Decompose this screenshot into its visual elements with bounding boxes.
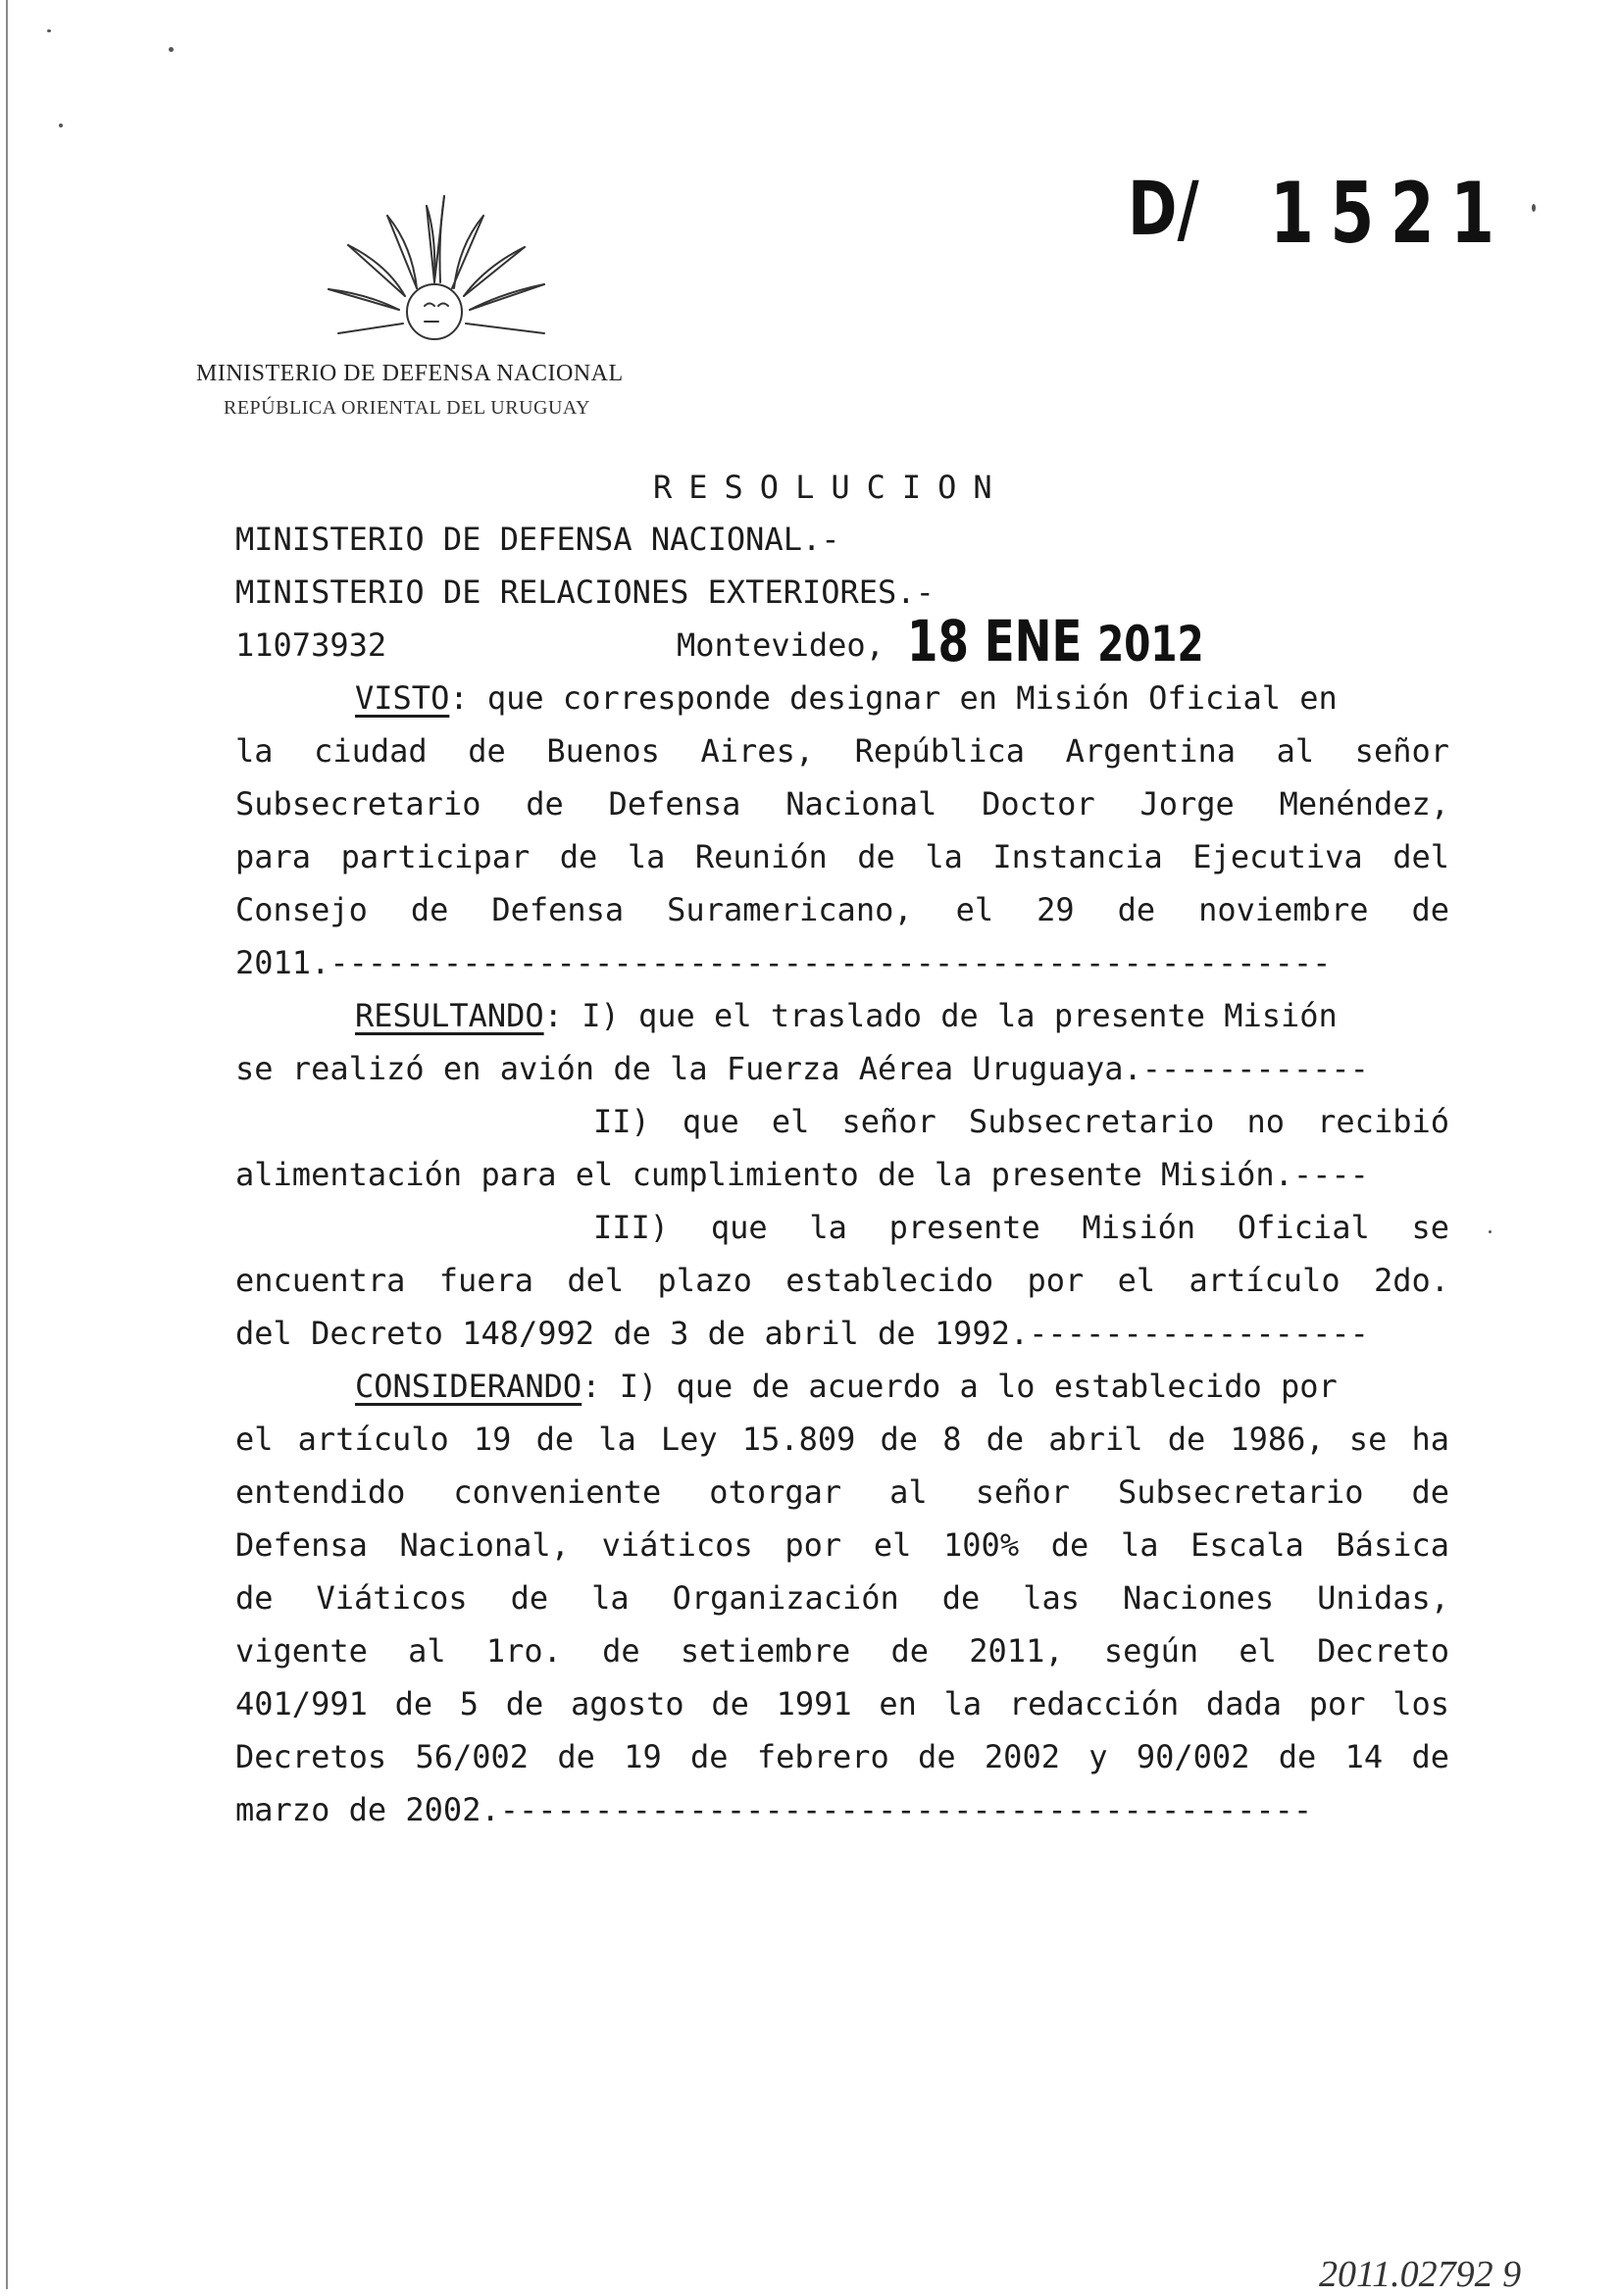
considerando-line-2: el artículo 19 de la Ley 15.809 de 8 de abril de 1986, se ha [235,1421,1449,1458]
scan-speck [47,29,51,32]
considerando-line-4: Defensa Nacional, viáticos por el 100% de la Escala Básica [235,1526,1449,1564]
scan-speck [1532,204,1536,212]
resultando-text-1: : I) que el traslado de la presente Misión [543,997,1338,1034]
resultando-line-5: III) que la presente Misión Oficial se [593,1209,1449,1246]
place: Montevideo, [677,626,885,664]
visto-line-2: la ciudad de Buenos Aires, República Argentina al señor [235,732,1449,770]
document-number: 1521 [1270,165,1511,263]
handwritten-reference-note: 2011.02792 9 [1319,2254,1522,2295]
page-edge-line [6,0,8,2289]
visto-line-3: Subsecretario de Defensa Nacional Doctor Jorge Menéndez, [235,785,1449,823]
resultando-line-2: se realizó en avión de la Fuerza Aérea Uruguaya.------------ [235,1050,1369,1087]
date-stamp [907,608,1204,674]
visto-line-4: para participar de la Reunión de la Instancia Ejecutiva del [235,838,1449,875]
scan-speck [169,47,174,52]
file-number: 11073932 [235,626,387,664]
date-stamp-year: 2012 [1097,616,1204,673]
resultando-label: RESULTANDO [355,997,544,1034]
considerando-line-8: Decretos 56/002 de 19 de febrero de 2002 y 90/002 de 14 de [235,1738,1449,1775]
ministry-line-1: MINISTERIO DE DEFENSA NACIONAL.- [235,521,840,558]
sun-of-may-emblem-icon [309,186,574,348]
considerando-text-1: : I) que de acuerdo a lo establecido por [582,1368,1338,1405]
ministry-name: MINISTERIO DE DEFENSA NACIONAL [196,361,624,386]
republic-name: REPÚBLICA ORIENTAL DEL URUGUAY [224,397,590,419]
visto-line-5: Consejo de Defensa Suramericano, el 29 de noviembre de [235,891,1449,928]
file-line [235,625,1449,665]
scan-speck [59,124,63,127]
resultando-line-3: II) que el señor Subsecretario no recibió [593,1103,1449,1140]
considerando-line-3: entendido conveniente otorgar al señor Subsecretario de [235,1473,1449,1511]
considerando-line-5: de Viáticos de la Organización de las Naciones Unidas, [235,1579,1449,1617]
visto-line-1 [355,678,1449,718]
resultando-line-6: encuentra fuera del plazo establecido por el artículo 2do. [235,1262,1449,1299]
scan-speck [1489,1230,1492,1233]
visto-line-6: 2011.----------------------------------------------------- [235,944,1332,981]
considerando-label: CONSIDERANDO [355,1368,582,1405]
document-number-prefix: D/ [1128,165,1199,252]
resultando-line-1 [355,996,1449,1035]
ministry-line-2: MINISTERIO DE RELACIONES EXTERIORES.- [235,574,935,611]
visto-label: VISTO [355,679,450,717]
document-title: RESOLUCION [653,469,1009,506]
considerando-line-9: marzo de 2002.------------------------------------------- [235,1791,1313,1828]
visto-text-1: : que corresponde designar en Misión Oficial en [449,679,1338,717]
resultando-line-7: del Decreto 148/992 de 3 de abril de 1992.------------------ [235,1315,1369,1352]
considerando-line-6: vigente al 1ro. de setiembre de 2011, según el Decreto [235,1632,1449,1670]
resultando-line-4: alimentación para el cumplimiento de la presente Misión.---- [235,1156,1369,1193]
date-stamp-day: 18 ENE [907,608,1083,674]
considerando-line-1 [355,1367,1449,1406]
considerando-line-7: 401/991 de 5 de agosto de 1991 en la redacción dada por los [235,1685,1449,1722]
